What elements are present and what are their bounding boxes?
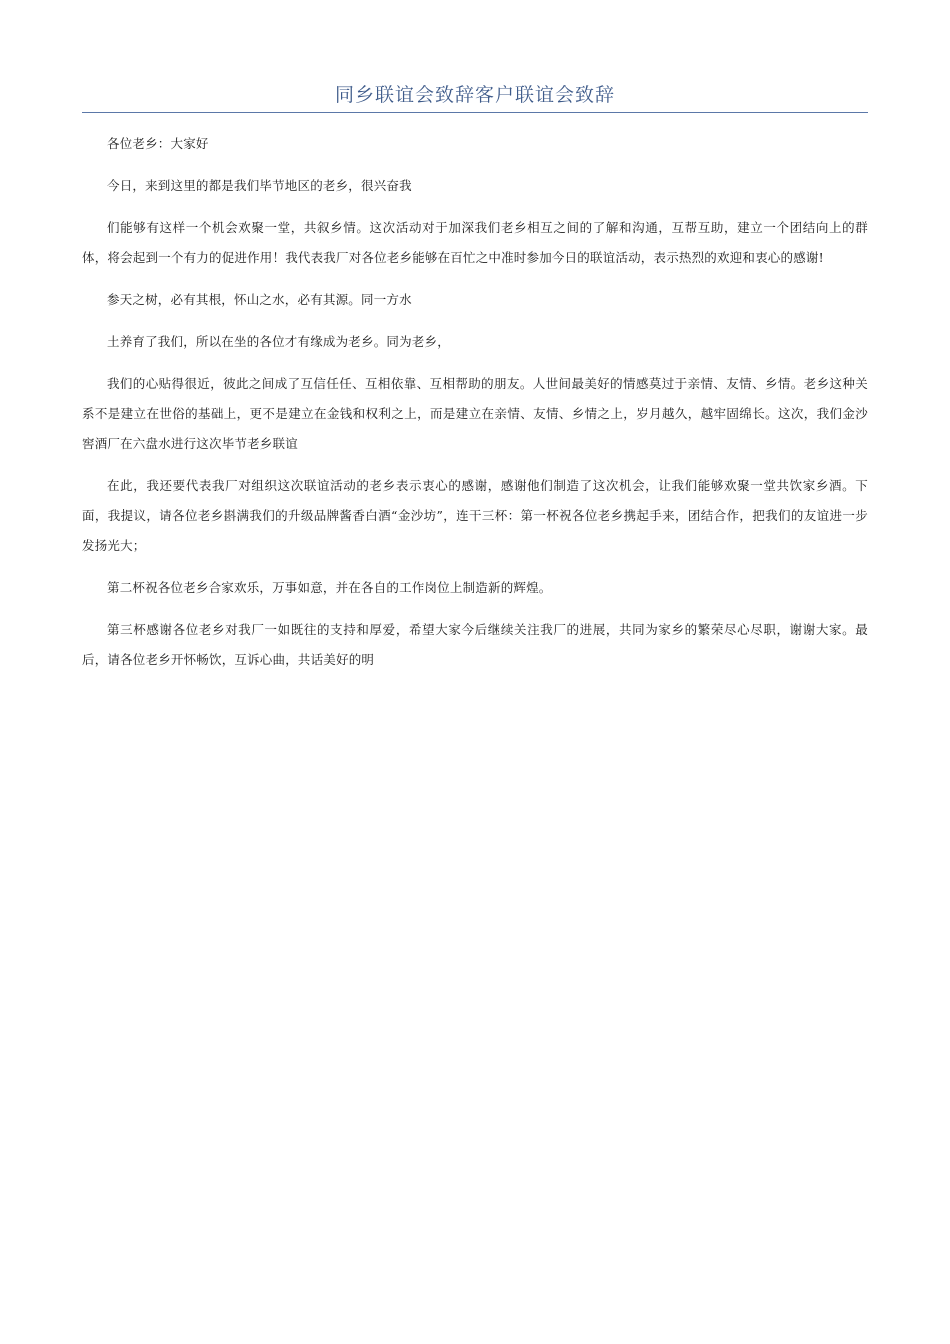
paragraph: 在此，我还要代表我厂对组织这次联谊活动的老乡表示衷心的感谢，感谢他们制造了这次机会，让我们能够欢聚一堂共饮家乡酒。下面，我提议，请各位老乡斟满我们的升级品牌酱香白酒“金沙坊”，连干三杯：第一杯祝各位老乡携起手来，团结合作，把我们的友谊进一步发扬光大； [82, 478, 868, 553]
paragraph: 第二杯祝各位老乡合家欢乐，万事如意，并在各自的工作岗位上制造新的辉煌。 [107, 580, 552, 595]
paragraph: 参天之树，必有其根，怀山之水，必有其源。同一方水 [107, 292, 412, 307]
paragraph: 我们的心贴得很近，彼此之间成了互信任任、互相依靠、互相帮助的朋友。人世间最美好的情感莫过于亲情、友情、乡情。老乡这种关系不是建立在世俗的基础上，更不是建立在金钱和权利之上，而是建立在亲情、友情、乡情之上，岁月越久，越牢固绵长。这次，我们金沙窖酒厂在六盘水进行这次毕节老乡联谊 [82, 376, 868, 451]
document-page [82, 80, 868, 687]
paragraph: 土养育了我们，所以在坐的各位才有缘成为老乡。同为老乡， [107, 334, 450, 349]
paragraph: 今日，来到这里的都是我们毕节地区的老乡，很兴奋我 [107, 178, 412, 193]
paragraph: 们能够有这样一个机会欢聚一堂，共叙乡情。这次活动对于加深我们老乡相互之间的了解和沟通，互帮互助，建立一个团结向上的群体，将会起到一个有力的促进作用！我代表我厂对各位老乡能够在百忙之中准时参加今日的联谊活动，表示热烈的欢迎和衷心的感谢! [82, 220, 868, 265]
document-title: 同乡联谊会致辞客户联谊会致辞 [82, 80, 868, 113]
document-body [82, 129, 868, 675]
paragraph: 第三杯感谢各位老乡对我厂一如既往的支持和厚爱，希望大家今后继续关注我厂的进展，共同为家乡的繁荣尽心尽职，谢谢大家。最后，请各位老乡开怀畅饮，互诉心曲，共话美好的明 [82, 622, 868, 667]
paragraph: 各位老乡：大家好 [107, 136, 209, 151]
